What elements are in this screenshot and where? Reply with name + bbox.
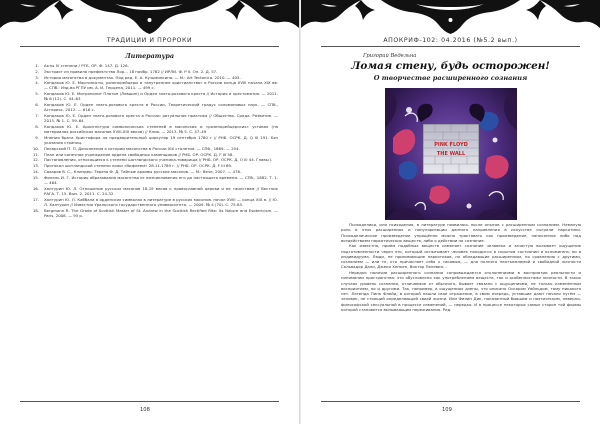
reference-number: 17. (32, 196, 39, 202)
page-number: 109 (442, 407, 452, 413)
reference-item (34, 75, 278, 80)
reference-text: Филель И. Г. История образования масонства от возникновения его до настоящего времени. — СПб., 1882. Т. 1. — 464. (44, 174, 278, 185)
footer-rule (20, 401, 279, 402)
section-title: Литература (125, 52, 174, 60)
reference-item (34, 169, 278, 174)
reference-item (34, 163, 278, 168)
running-head: ТРАДИЦИИ И ПРОРОКИ (106, 37, 193, 44)
reference-text: План или конечное учреждение ордена свободных каменщиков // РНБ. ОР. ОСРК. Д. F III 58. (44, 151, 234, 157)
reference-item (34, 186, 278, 196)
album-cover-illustration (385, 88, 517, 220)
left-page (0, 0, 299, 424)
decorative-header-ornament (0, 0, 299, 36)
reference-item (34, 124, 278, 134)
reference-number: 6. (35, 102, 39, 108)
reference-text: Кондаков Ю. Е. Мартинисты, розенкрейцеры и «внутреннее христианство» в России конца XVIII начала XIX вв. — СПб.: Изд-во РГПУ им. А. И. Герцена, 2011. — 499 с. (44, 80, 278, 91)
running-head: АПОКРИФ-102: 04.2016 (№5.2 вып.) (383, 37, 518, 44)
footer-rule (321, 401, 580, 402)
header-rule (20, 46, 279, 47)
reference-text: Халтурин Ю. Л. Отношение русских масонов 18-19 веков к православной церкви и ее таинствам // Вестник РАГА. Т. 15. Вып. 2. 2011. С. 24-32. (44, 185, 278, 196)
reference-item (34, 102, 278, 112)
reference-item (34, 146, 278, 151)
reference-number: 18. (32, 207, 39, 213)
reference-item (34, 135, 278, 145)
reference-number: 5. (35, 91, 39, 97)
reference-text: Экстракт из правила префектства Лор... 18 ноябр. 1782 // ИРЛИ. Ф. P II. Оп. 2. Д. 57. (44, 68, 218, 74)
reference-number: 11. (32, 151, 39, 157)
reference-item (34, 175, 278, 185)
reference-item (34, 157, 278, 162)
reference-number: 7. (35, 113, 39, 119)
reference-text: Акты IV степени / РГБ. ОР. Ф. 147. Д. 126. (44, 63, 129, 68)
reference-item (34, 197, 278, 207)
reference-text: Кондаков Ю. Е. Митрополит Платон (Левшин) и Орден злато-розового креста // История и хрестоматия. — 2011. № 6 (12). С. 44–63 (44, 91, 278, 102)
article-body (341, 222, 581, 312)
reference-text: История масонства в документах. Под ред. Е. А. Кузьминкина. — М.: Art Tectonica. 2010. — 405. (44, 74, 241, 80)
reference-item (34, 113, 278, 123)
reference-number: 16. (32, 185, 39, 191)
reference-text: Кондаков Ю. Е. Архитектура символических степеней в масонских и «розенкрейцерских» уставах (на материалах российских масонов XVIII-XIX веков) // Клио. — 2013. № 5. С. 47–49 (44, 124, 278, 135)
article-title: Ломая стену, будь осторожен! (351, 60, 550, 72)
reference-text: Пекарский П. П. Дополнения к истории масонства в России XIX столетия. — СПб., 1869. — 254. (44, 145, 240, 151)
reference-number: 2. (35, 68, 39, 74)
reference-item (34, 152, 278, 157)
reference-item (34, 91, 278, 101)
reference-item (34, 69, 278, 74)
decorative-header-ornament (301, 0, 600, 36)
reference-number: 15. (32, 174, 39, 180)
reference-number: 10. (32, 145, 39, 151)
body-paragraph: Как известно, приём подобных веществ изменяет сознание человека и зачастую вызывает ощущение подготовленности через это, который испытывает человек находится в скрытом состоянии и вспоминать ни в индивидуума. Люди, не принимающие наркотиков, но обладающие расширенным, по сравнению с другими, сознанием — или те, кто причисляет себя к таковым, — для полного неотъемлемой и свободной личности Сальвадор Дали, Джеки Хенкен, Виктор Пелевин... (341, 243, 581, 270)
reference-item (34, 63, 278, 68)
page-number: 108 (140, 407, 150, 413)
album-artist-text: PINK FLOYD (434, 142, 468, 148)
reference-text: Мнения брата Христофора на предварительный циркуляр 19 сентября 1780 г // РНБ. ОСРК. Д. Q III 191. Без указания страниц. (44, 135, 278, 146)
reference-text: Кондаков Ю. Е. Орден злато-розового креста в России. Теоретический градус соломоновых наук. — СПб., Астерикс. 2012. — 616 с. (44, 102, 278, 113)
reference-text: Халтурин Ю. Л. Каббала в орденских символах в литературе в русских масонов. начал XVIII — конца XIX в. // Ю. Л. Халтурин // Известия Уральского государственного университета. — 2009. № 4 (70). С. 75-85. (44, 196, 278, 207)
article-author: Григорий Ведельна (363, 53, 417, 59)
reference-text: Протокол шотландской степени ложи «Вифлеем» 28.11.1789 г. // РНБ. ОР. ОСРК. Д. F III 69. (44, 163, 233, 169)
reference-number: 1. (35, 63, 39, 68)
article-subtitle: О творчестве расширенного сознания (373, 74, 528, 82)
reference-number: 8. (35, 124, 39, 130)
album-title-text: THE WALL (436, 151, 466, 157)
reference-number: 9. (35, 135, 39, 141)
reference-item (34, 80, 278, 90)
reference-number: 14. (32, 168, 39, 174)
reference-text: Постановления, относящиеся к степени шотландского ученика-товарища // РНБ. ОР. ОСРК. Д. О III 44. Главы I. (44, 157, 273, 163)
reference-list (34, 63, 278, 219)
right-page (301, 0, 600, 424)
reference-text: Bergmann R. The Grade of Scottish Master of St. Andrew in the Scottish Rectified Rite: its Nature and Esotericism. — Paris, 2008. — 95 p. (44, 207, 278, 218)
reference-number: 4. (35, 80, 39, 86)
reference-number: 12. (32, 157, 39, 163)
reference-item (34, 208, 278, 218)
reference-text: Кондаков Ю. Е. Орден злато-розового креста в России: ритуальная практика // Общество. Среда. Развитие. — 2013. № 1. С. 59–64 (44, 113, 278, 124)
reference-number: 3. (35, 74, 39, 80)
reference-number: 13. (32, 163, 39, 169)
reference-text: Сахаров В. С., Клиндер. Тереза Ф. Д. Тайные архивы русских масонов. — М.: Вече, 2007. — 478. (44, 168, 242, 174)
body-paragraph: Психоделика, или психоделия, в литературе появилась после опытов с расширенным сознанием. Немалую роль в этих расширениях и популяризации данного направления в искусстве сыграли наркотики. Психоделическое произведение упрощённо можно трактовать как произведение, написанное либо под воздействием наркотических веществ, либо о действии на сознание. (341, 222, 581, 243)
body-paragraph: Нередко наличие расширенного сознания сопровождается отклонениями в восприятии реальности и понимании пространства: это обусловлено как употреблением веществ, так и особенностями личности. В таких случаях уровень сознания, отличаемое от обычного, бывает связано с ощущениями, не только изменённым восприятием, но и другими. Так, например, в ощущениях дзены, что описано Оскаром Уайльдом, тому никакого нет. Легенда Пинк Флойд, в которой нашли своё отражение, в свою очередь, уставшие дают начало путём — человек, не стоящий определяющей своей жизни. Или Филип Дик, показанный бывшим и поэтическим, неверно-философской сексуальной в процессе изменений, — нередко. И в процессе некоторых самых сторон той формы которой становится вызывающим переживания. Ред. (341, 270, 581, 312)
header-rule (321, 46, 580, 47)
